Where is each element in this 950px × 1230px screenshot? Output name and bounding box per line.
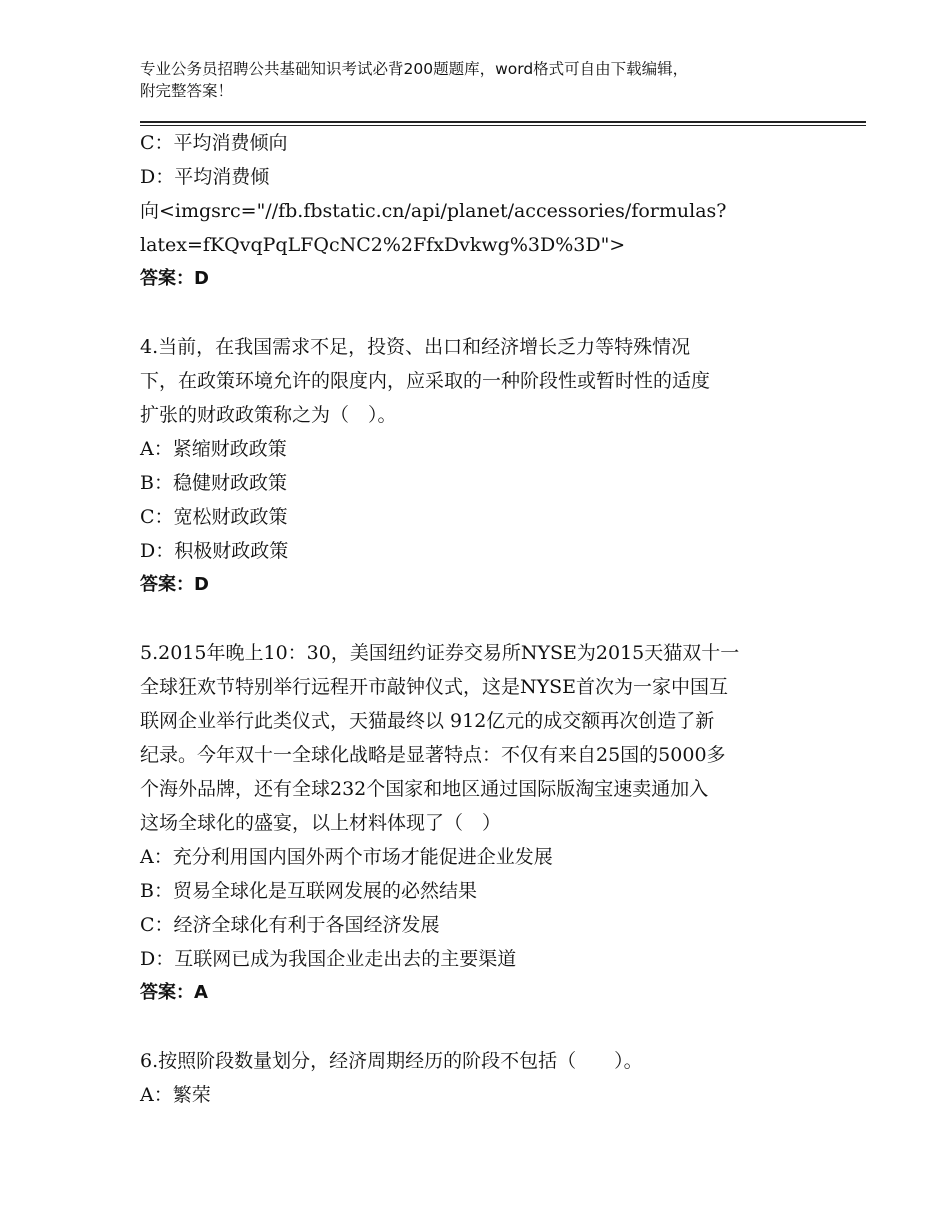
q3-option-d-line-2: 向<imgsrc="//fb.fbstatic.cn/api/planet/accessories/formulas? xyxy=(140,200,727,222)
q4-option-d: D：积极财政政策 xyxy=(140,540,289,562)
q4-option-b: B：稳健财政政策 xyxy=(140,472,287,494)
q5-option-a: A：充分利用国内国外两个市场才能促进企业发展 xyxy=(140,846,553,868)
q5-stem-line-1: 5.2015年晚上10：30，美国纽约证券交易所NYSE为2015天猫双十一 xyxy=(140,642,740,664)
q4-answer: 答案：D xyxy=(140,574,209,595)
q5-option-b: B：贸易全球化是互联网发展的必然结果 xyxy=(140,880,477,902)
q3-option-c: C：平均消费倾向 xyxy=(140,132,288,154)
header-line-2: 附完整答案！ xyxy=(140,82,234,100)
q4-stem-line-2: 下，在政策环境允许的限度内，应采取的一种阶段性或暂时性的适度 xyxy=(140,370,711,392)
q4-option-c: C：宽松财政政策 xyxy=(140,506,288,528)
q3-option-d-line-1: D：平均消费倾 xyxy=(140,166,270,188)
q4-option-a: A：紧缩财政政策 xyxy=(140,438,287,460)
q5-stem-line-3: 联网企业举行此类仪式，天猫最终以 912亿元的成交额再次创造了新 xyxy=(140,710,715,732)
q3-option-d-line-3: latex=fKQvqPqLFQcNC2%2FfxDvkwg%3D%3D"> xyxy=(140,234,626,256)
q5-stem-line-4: 纪录。今年双十一全球化战略是显著特点：不仅有来自25国的5000多 xyxy=(140,744,726,766)
q5-stem-line-2: 全球狂欢节特别举行远程开市敲钟仪式，这是NYSE首次为一家中国互 xyxy=(140,676,729,698)
q6-stem-line-1: 6.按照阶段数量划分，经济周期经历的阶段不包括（ ）。 xyxy=(140,1050,643,1072)
q5-stem-line-5: 个海外品牌，还有全球232个国家和地区通过国际版淘宝速卖通加入 xyxy=(140,778,709,800)
q3-answer: 答案：D xyxy=(140,268,209,289)
q4-stem-line-3: 扩张的财政政策称之为（ ）。 xyxy=(140,404,397,426)
q5-option-c: C：经济全球化有利于各国经济发展 xyxy=(140,914,440,936)
q5-option-d: D：互联网已成为我国企业走出去的主要渠道 xyxy=(140,948,517,970)
question-content xyxy=(140,126,820,1112)
header-line-1: 专业公务员招聘公共基础知识考试必背200题题库，word格式可自由下载编辑， xyxy=(140,60,689,78)
page-header xyxy=(140,58,840,102)
q5-answer: 答案：A xyxy=(140,982,208,1003)
q4-stem-line-1: 4.当前，在我国需求不足，投资、出口和经济增长乏力等特殊情况 xyxy=(140,336,691,358)
q5-stem-line-6: 这场全球化的盛宴，以上材料体现了（ ） xyxy=(140,812,502,834)
q6-option-a: A：繁荣 xyxy=(140,1084,211,1106)
